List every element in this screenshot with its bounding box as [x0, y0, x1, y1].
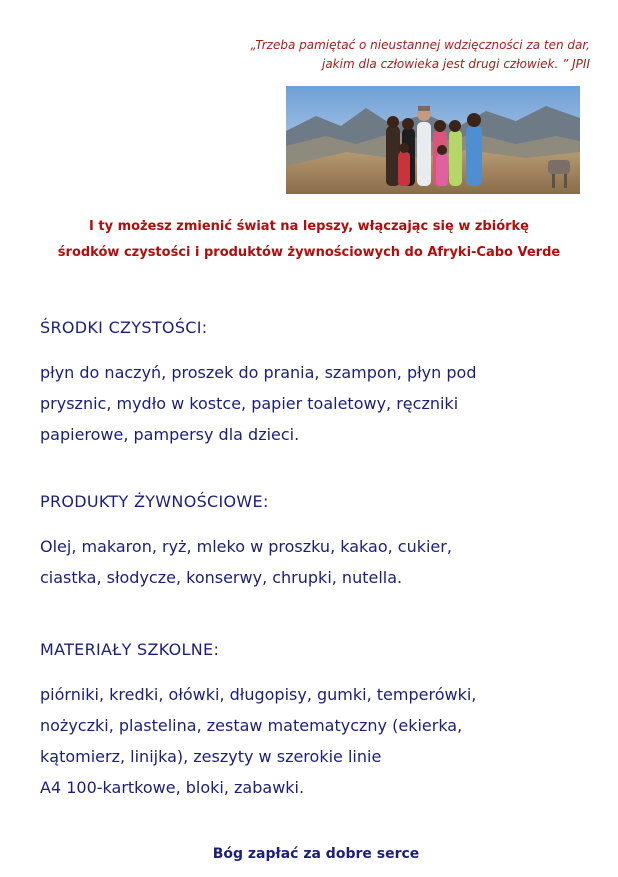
quote-block — [170, 36, 590, 74]
list-line: piórniki, kredki, ołówki, długopisy, gumki, temperówki, — [40, 685, 477, 704]
list-line: prysznic, mydło w kostce, papier toaletowy, ręczniki — [40, 394, 459, 413]
appeal-line-2: środków czystości i produktów żywnościowych do Afryki-Cabo Verde — [57, 245, 561, 260]
appeal-line-1: I ty możesz zmienić świat na lepszy, włączając się w zbiórkę — [89, 219, 529, 234]
section-cleaning-products — [40, 318, 600, 450]
section-item-list — [40, 679, 600, 803]
list-line: płyn do naczyń, proszek do prania, szampon, płyn pod — [40, 363, 477, 382]
thanks-text: Bóg zapłać za dobre serce — [212, 846, 420, 862]
list-line: ciastka, słodycze, konserwy, chrupki, nutella. — [40, 568, 403, 587]
section-item-list — [40, 531, 600, 593]
list-line: A4 100-kartkowe, bloki, zabawki. — [40, 778, 305, 797]
section-heading: MATERIAŁY SZKOLNE: — [40, 640, 220, 659]
list-line: nożyczki, plastelina, zestaw matematyczny (ekierka, — [40, 716, 463, 735]
list-line: kątomierz, linijka), zeszyty w szerokie linie — [40, 747, 382, 766]
section-heading: ŚRODKI CZYSTOŚCI: — [40, 318, 208, 337]
list-line: papierowe, pampersy dla dzieci. — [40, 425, 300, 444]
section-item-list — [40, 357, 600, 450]
children-mountain-photo — [286, 86, 580, 194]
appeal-text — [0, 214, 618, 266]
quote-line-1: „Trzeba pamiętać o nieustannej wdzięczności za ten dar, — [250, 38, 590, 52]
quote-line-2: jakim dla człowieka jest drugi człowiek. ” JPII — [321, 57, 590, 71]
section-food-products — [40, 492, 600, 593]
list-line: Olej, makaron, ryż, mleko w proszku, kakao, cukier, — [40, 537, 452, 556]
section-school-supplies — [40, 640, 600, 803]
section-heading: PRODUKTY ŻYWNOŚCIOWE: — [40, 492, 269, 511]
